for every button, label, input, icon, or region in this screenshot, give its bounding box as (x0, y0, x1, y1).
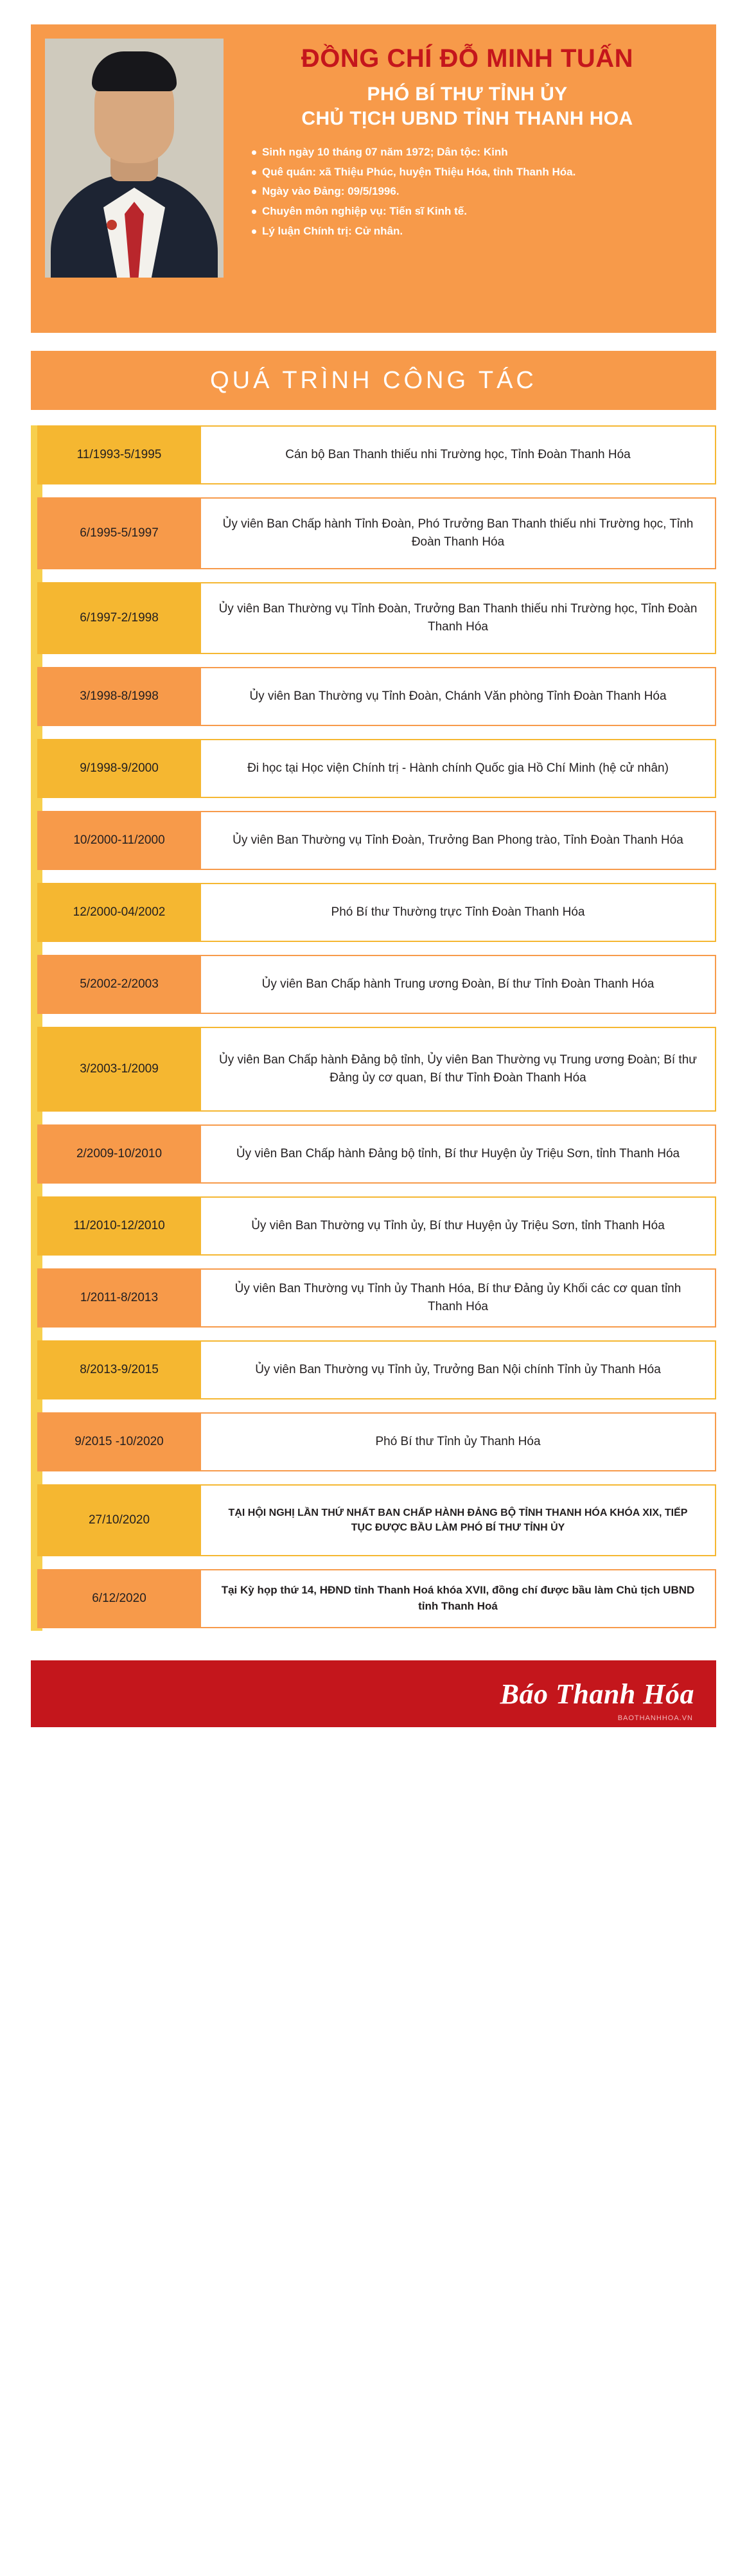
timeline-date: 11/2010-12/2010 (37, 1196, 201, 1256)
timeline-description: TẠI HỘI NGHỊ LẦN THỨ NHẤT BAN CHẤP HÀNH ĐẢNG BỘ TỈNH THANH HÓA KHÓA XIX, TIẾP TỤC ĐƯỢC BẦU LÀM PHÓ BÍ THƯ TỈNH ỦY (201, 1484, 716, 1556)
timeline-row (37, 497, 716, 569)
timeline-description: Ủy viên Ban Thường vụ Tỉnh ủy, Bí thư Huyện ủy Triệu Sơn, tỉnh Thanh Hóa (201, 1196, 716, 1256)
timeline-row (37, 582, 716, 654)
timeline-row (37, 425, 716, 484)
timeline-description: Ủy viên Ban Thường vụ Tỉnh Đoàn, Chánh Văn phòng Tỉnh Đoàn Thanh Hóa (201, 667, 716, 726)
infographic-page (0, 24, 747, 2576)
timeline-row (37, 1484, 716, 1556)
timeline-date: 6/12/2020 (37, 1569, 201, 1628)
bio-list (235, 145, 699, 239)
section-title-bar (31, 351, 716, 410)
timeline-row (37, 739, 716, 798)
timeline-description: Ủy viên Ban Chấp hành Tỉnh Đoàn, Phó Trưởng Ban Thanh thiếu nhi Trường học, Tỉnh Đoàn Thanh Hóa (201, 497, 716, 569)
footer-bar (31, 1660, 716, 1727)
lapel-pin-icon (107, 220, 117, 230)
section-title: QUÁ TRÌNH CÔNG TÁC (210, 366, 537, 394)
timeline-row (37, 1027, 716, 1112)
timeline-date: 9/2015 -10/2020 (37, 1412, 201, 1471)
timeline-description: Ủy viên Ban Chấp hành Đảng bộ tỉnh, Ủy viên Ban Thường vụ Trung ương Đoàn; Bí thư Đảng ủy cơ quan, Bí thư Tỉnh Đoàn Thanh Hóa (201, 1027, 716, 1112)
portrait-hair (92, 51, 177, 91)
timeline-description: Tại Kỳ họp thứ 14, HĐND tỉnh Thanh Hoá khóa XVII, đồng chí được bầu làm Chủ tịch UBND tỉnh Thanh Hoá (201, 1569, 716, 1628)
timeline-date: 27/10/2020 (37, 1484, 201, 1556)
timeline-date: 1/2011-8/2013 (37, 1268, 201, 1328)
timeline-row (37, 811, 716, 870)
timeline-date: 6/1997-2/1998 (37, 582, 201, 654)
timeline-description: Ủy viên Ban Thường vụ Tỉnh ủy Thanh Hóa, Bí thư Đảng ủy Khối các cơ quan tỉnh Thanh Hóa (201, 1268, 716, 1328)
timeline-row (37, 1196, 716, 1256)
bio-item: Lý luận Chính trị: Cử nhân. (252, 224, 699, 240)
timeline-date: 8/2013-9/2015 (37, 1340, 201, 1399)
timeline-description: Đi học tại Học viện Chính trị - Hành chính Quốc gia Hồ Chí Minh (hệ cử nhân) (201, 739, 716, 798)
timeline-date: 3/1998-8/1998 (37, 667, 201, 726)
timeline-date: 11/1993-5/1995 (37, 425, 201, 484)
publisher-url: BAOTHANHHOA.VN (617, 1714, 693, 1722)
timeline-row (37, 883, 716, 942)
timeline-row (37, 1124, 716, 1184)
timeline-date: 2/2009-10/2010 (37, 1124, 201, 1184)
publisher-logo: Báo Thanh Hóa (500, 1678, 694, 1710)
bio-item: Sinh ngày 10 tháng 07 năm 1972; Dân tộc: Kinh (252, 145, 699, 161)
bio-item: Ngày vào Đảng: 09/5/1996. (252, 184, 699, 200)
person-position-secondary: CHỦ TỊCH UBND TỈNH THANH HOA (301, 107, 633, 129)
timeline-description: Ủy viên Ban Chấp hành Trung ương Đoàn, Bí thư Tỉnh Đoàn Thanh Hóa (201, 955, 716, 1014)
timeline-row (37, 1340, 716, 1399)
timeline-description: Phó Bí thư Thường trực Tỉnh Đoàn Thanh Hóa (201, 883, 716, 942)
timeline-date: 12/2000-04/2002 (37, 883, 201, 942)
timeline-description: Cán bộ Ban Thanh thiếu nhi Trường học, Tỉnh Đoàn Thanh Hóa (201, 425, 716, 484)
bio-item: Chuyên môn nghiệp vụ: Tiến sĩ Kinh tế. (252, 204, 699, 220)
bio-item: Quê quán: xã Thiệu Phúc, huyện Thiệu Hóa, tỉnh Thanh Hóa. (252, 164, 699, 181)
timeline-description: Ủy viên Ban Thường vụ Tỉnh Đoàn, Trưởng Ban Thanh thiếu nhi Trường học, Tỉnh Đoàn Thanh Hóa (201, 582, 716, 654)
timeline-description: Phó Bí thư Tỉnh ủy Thanh Hóa (201, 1412, 716, 1471)
portrait-photo (45, 39, 224, 278)
timeline-description: Ủy viên Ban Chấp hành Đảng bộ tỉnh, Bí thư Huyện ủy Triệu Sơn, tỉnh Thanh Hóa (201, 1124, 716, 1184)
person-position-primary: PHÓ BÍ THƯ TỈNH ỦY (367, 84, 568, 105)
timeline-date: 9/1998-9/2000 (37, 739, 201, 798)
timeline-date: 10/2000-11/2000 (37, 811, 201, 870)
timeline-description: Ủy viên Ban Thường vụ Tỉnh Đoàn, Trưởng Ban Phong trào, Tỉnh Đoàn Thanh Hóa (201, 811, 716, 870)
timeline-row (37, 1268, 716, 1328)
timeline-description: Ủy viên Ban Thường vụ Tỉnh ủy, Trưởng Ban Nội chính Tỉnh ủy Thanh Hóa (201, 1340, 716, 1399)
header-banner (31, 24, 716, 333)
header-text-block (224, 24, 716, 243)
timeline-date: 6/1995-5/1997 (37, 497, 201, 569)
timeline-date: 3/2003-1/2009 (37, 1027, 201, 1112)
person-name: ĐỒNG CHÍ ĐỖ MINH TUẤN (301, 44, 634, 73)
timeline-row (37, 667, 716, 726)
portrait-container (31, 24, 224, 278)
timeline-row (37, 955, 716, 1014)
timeline-date: 5/2002-2/2003 (37, 955, 201, 1014)
career-timeline (31, 425, 716, 1657)
timeline-row (37, 1569, 716, 1628)
timeline-row (37, 1412, 716, 1471)
